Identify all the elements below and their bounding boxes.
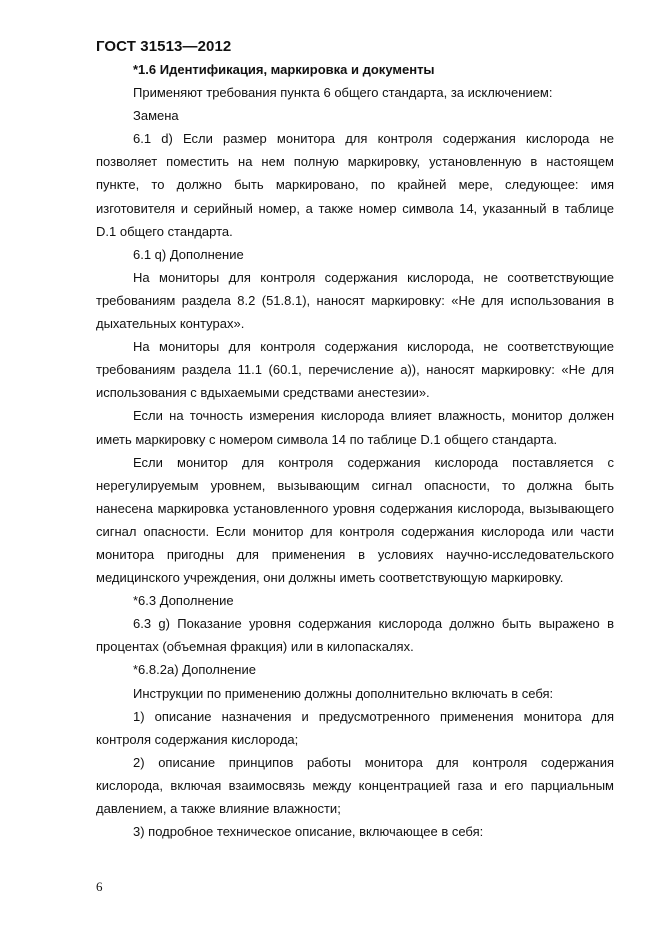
section-heading: *1.6 Идентификация, маркировка и документы — [133, 62, 435, 77]
document-header: ГОСТ 31513—2012 — [96, 38, 232, 55]
paragraph: 6.3 g) Показание уровня содержания кислорода должно быть выражено в процентах (объемная фракция) или в килопаскалях. — [96, 616, 614, 655]
paragraph: Замена — [133, 108, 179, 124]
page-number: 6 — [96, 879, 103, 894]
paragraph: 6.1 q) Дополнение — [133, 246, 244, 262]
paragraph: 6.1 d) Если размер монитора для контроля содержания кислорода не позволяет поместить на нем полную маркировку, установленную в настоящем пункте, то должно быть маркировано, по крайней мере, следующее: имя изготовителя и серийный номер, а также номер символа 14, указанный в таблице D.1 общего стандарта. — [96, 131, 614, 239]
document-body — [96, 58, 614, 843]
paragraph: Если на точность измерения кислорода влияет влажность, монитор должен иметь маркировку с номером символа 14 по таблице D.1 общего стандарта. — [96, 408, 614, 447]
list-item: 3) подробное техническое описание, включающее в себя: — [133, 824, 484, 840]
paragraph: Применяют требования пункта 6 общего стандарта, за исключением: — [133, 85, 553, 101]
paragraph: *6.8.2a) Дополнение — [133, 662, 256, 678]
paragraph: Если монитор для контроля содержания кислорода поставляется с нерегулируемым уровнем, вызывающим сигнал опасности, то должна быть нанесена маркировка установленного уровня содержания кислорода, вызывающего сигнал опасности. Если монитор для контроля содержания кислорода или части монитора пригодны для применения в условиях научно-исследовательского медицинского учреждения, они должны иметь соответствующую маркировку. — [96, 454, 614, 586]
paragraph: *6.3 Дополнение — [133, 593, 234, 609]
list-item: 2) описание принципов работы монитора для контроля содержания кислорода, включая взаимосвязь между концентрацией газа и его парциальным давлением, а также влияние влажности; — [96, 754, 614, 816]
paragraph: Инструкции по применению должны дополнительно включать в себя: — [133, 685, 554, 701]
list-item: 1) описание назначения и предусмотренного применения монитора для контроля содержания кислорода; — [96, 708, 614, 747]
paragraph: На мониторы для контроля содержания кислорода, не соответствующие требованиям раздела 8.2 (51.8.1), наносят маркировку: «Не для использования в дыхательных контурах». — [96, 269, 614, 332]
paragraph: На мониторы для контроля содержания кислорода, не соответствующие требованиям раздела 11.1 (60.1, перечисление а)), наносят маркировку: «Не для использования с вдыхаемыми средствами анестезии». — [96, 339, 614, 401]
